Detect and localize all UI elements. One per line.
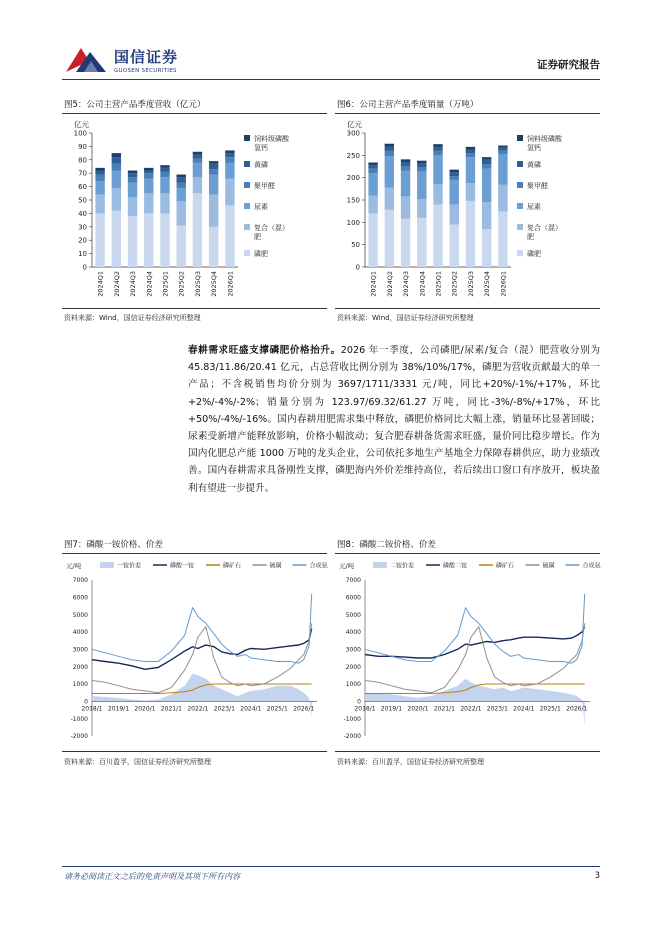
fig5-xtick-label: 2026Q1 — [226, 271, 235, 297]
fig5-ytick-label: 10 — [78, 250, 87, 259]
fig5-ylabel: 亿元 — [74, 120, 89, 129]
fig7-source: 资料来源：百川盈孚，国信证券经济研究所整理 — [64, 758, 211, 766]
fig7-series-line — [92, 594, 312, 663]
fig6-bar-segment — [417, 163, 426, 167]
fig6-legend-label: 氢钙 — [527, 144, 541, 152]
fig5-bar-segment — [193, 177, 202, 193]
fig5-bar-segment — [160, 172, 169, 177]
fig6-bar-segment — [385, 151, 394, 156]
fig8-ytick-label: 0 — [357, 698, 361, 706]
fig8-legend-label: 磷酸二铵 — [443, 562, 468, 570]
fig5-bar-segment — [209, 164, 218, 169]
fig6-bar-segment — [466, 183, 475, 201]
fig6-bar-segment — [417, 167, 426, 171]
body-paragraph — [188, 342, 600, 497]
fig5-legend-label: 黄磷 — [254, 161, 268, 169]
fig5-ytick-label: 20 — [78, 236, 87, 245]
fig5-bar-segment — [95, 181, 104, 194]
fig8-xtick-label: 2018/1 — [354, 705, 376, 713]
fig8-xtick-label: 2025/1 — [539, 705, 561, 713]
fig6-bar-segment — [498, 148, 507, 151]
fig6-bar-segment — [385, 147, 394, 151]
fig5-legend-label: 饲料级磷酸 — [254, 135, 289, 143]
fig7-chart — [62, 556, 328, 744]
fig6-bar-segment — [482, 229, 491, 267]
fig6-bottom-rule — [335, 308, 600, 309]
fig6-bar-segment — [433, 147, 442, 151]
fig5-top-rule — [62, 113, 327, 114]
fig7-ytick-label: 5000 — [72, 611, 88, 619]
fig8-ytick-label: -2000 — [343, 733, 361, 741]
fig7-legend-label: 硫磺 — [269, 562, 282, 570]
fig7-xtick-label: 2019/1 — [107, 705, 130, 713]
fig6-bar-segment — [417, 218, 426, 267]
fig5-bar-segment — [160, 168, 169, 172]
fig6-bar-segment — [401, 159, 410, 162]
fig6-bar-segment — [466, 153, 475, 157]
fig8-chart — [335, 556, 601, 744]
fig6-bar-segment — [401, 171, 410, 197]
fig5-xtick-label: 2024Q3 — [129, 271, 138, 297]
fig6-bar-segment — [417, 199, 426, 218]
fig6-bar-segment — [433, 184, 442, 204]
fig6-legend-label: 尿素 — [527, 203, 541, 211]
fig6-xtick-label: 2025Q1 — [434, 271, 443, 297]
fig5-bar-segment — [95, 175, 104, 182]
fig8-xtick-label: 2020/1 — [407, 705, 429, 713]
fig5-bar-segment — [177, 201, 186, 225]
fig6-bar-segment — [498, 150, 507, 154]
fig7-legend-swatch — [100, 562, 114, 568]
fig6-ytick-label: 250 — [346, 151, 360, 160]
fig8-xtick-label: 2022/1 — [460, 705, 482, 713]
fig6-legend-swatch — [517, 182, 523, 188]
fig5-bar-segment — [128, 183, 137, 198]
fig7-xtick-label: 2023/1 — [213, 705, 235, 713]
fig7-ytick-label: -2000 — [70, 733, 88, 741]
fig5-bar-segment — [144, 173, 153, 178]
fig6-legend-swatch — [517, 161, 523, 167]
fig5-bar-segment — [193, 154, 202, 158]
fig5-source: 资料来源：Wind，国信证券经济研究所整理 — [64, 314, 201, 322]
fig6-bar-segment — [433, 155, 442, 184]
fig6-bar-segment — [417, 161, 426, 164]
fig6-bar-segment — [368, 213, 377, 267]
fig5-bar-segment — [177, 175, 186, 178]
fig6-bar-segment — [385, 210, 394, 267]
fig5-bar-segment — [225, 153, 234, 157]
fig6-ytick-label: 200 — [346, 174, 360, 183]
fig6-bar-segment — [466, 147, 475, 150]
fig5-bar-segment — [128, 171, 137, 174]
fig7-ylabel: 元/吨 — [66, 562, 82, 570]
fig6-bar-segment — [498, 154, 507, 185]
fig6-bar-segment — [482, 157, 491, 160]
fig5-ytick-label: 100 — [73, 129, 87, 138]
fig5-bar-segment — [112, 211, 121, 267]
fig7-ytick-label: 3000 — [72, 646, 88, 654]
fig5-bar-segment — [144, 213, 153, 267]
fig8-xtick-label: 2019/1 — [380, 705, 403, 713]
fig7-ytick-label: 6000 — [72, 594, 88, 602]
fig8-source: 资料来源：百川盈孚，国信证券经济研究所整理 — [337, 758, 484, 766]
fig8-ytick-label: 6000 — [345, 594, 361, 602]
fig5-bar-segment — [177, 225, 186, 267]
fig5-xtick-label: 2024Q1 — [96, 271, 105, 297]
fig5-xtick-label: 2025Q4 — [210, 271, 219, 297]
fig5-legend-label: 聚甲醛 — [254, 182, 275, 190]
fig6-source: 资料来源：Wind，国信证券经济研究所整理 — [337, 314, 474, 322]
fig8-legend-label: 磷矿石 — [496, 562, 515, 570]
fig6-bar-segment — [482, 160, 491, 164]
fig5-bar-segment — [144, 171, 153, 174]
header-rule — [62, 79, 600, 80]
fig6-legend-label: 复合（混） — [527, 224, 562, 232]
fig6-legend-label: 饲料级磷酸 — [527, 135, 562, 143]
fig5-bar-segment — [112, 164, 121, 171]
logo-text-en: GUOSEN SECURITIES — [114, 68, 177, 74]
fig5-ytick-label: 70 — [78, 169, 87, 178]
fig6-legend-swatch — [517, 250, 523, 256]
fig6-legend-swatch — [517, 224, 523, 230]
fig5-bar-segment — [128, 216, 137, 267]
fig5-bar-segment — [144, 168, 153, 171]
fig6-xtick-label: 2025Q3 — [466, 271, 475, 297]
fig6-ytick-label: 150 — [346, 196, 360, 205]
company-logo — [64, 42, 110, 80]
fig6-bar-segment — [433, 151, 442, 155]
fig5-bar-segment — [193, 158, 202, 162]
fig7-xtick-label: 2021/1 — [160, 705, 182, 713]
logo-text-cn: 国信证券 — [114, 48, 179, 66]
fig5-legend-label: 肥 — [254, 233, 261, 241]
fig5-ytick-label: 50 — [78, 196, 87, 205]
fig6-bar-segment — [450, 180, 459, 205]
fig5-bar-segment — [177, 177, 186, 182]
footer-disclaimer: 请务必阅读正文之后的免责声明及其项下所有内容 — [64, 872, 240, 881]
fig6-chart — [335, 115, 601, 305]
fig6-bar-segment — [368, 162, 377, 165]
fig5-chart — [62, 115, 328, 305]
fig5-bar-segment — [193, 152, 202, 155]
fig6-ytick-label: 0 — [355, 263, 360, 272]
fig5-bar-segment — [209, 161, 218, 164]
fig5-legend-swatch — [244, 250, 250, 256]
fig6-bar-segment — [466, 201, 475, 267]
fig6-bar-segment — [450, 170, 459, 173]
fig5-ytick-label: 60 — [78, 183, 87, 192]
fig5-bar-segment — [177, 188, 186, 201]
fig5-legend-swatch — [244, 161, 250, 167]
fig6-bar-segment — [433, 144, 442, 147]
fig5-bar-segment — [225, 150, 234, 153]
fig5-bar-segment — [225, 179, 234, 206]
fig6-bar-segment — [401, 219, 410, 267]
fig8-ytick-label: -1000 — [343, 715, 361, 723]
fig7-xtick-label: 2018/1 — [81, 705, 103, 713]
fig8-ytick-label: 1000 — [345, 681, 361, 689]
fig5-bar-segment — [128, 173, 137, 177]
fig7-ytick-label: 1000 — [72, 681, 88, 689]
fig5-xtick-label: 2024Q2 — [112, 271, 121, 297]
fig6-legend-label: 聚甲醛 — [527, 182, 548, 190]
fig6-xtick-label: 2025Q4 — [483, 271, 492, 297]
fig6-bar-segment — [450, 204, 459, 224]
fig5-bar-segment — [95, 168, 104, 171]
fig5-xtick-label: 2025Q3 — [193, 271, 202, 297]
fig6-bar-segment — [385, 144, 394, 147]
fig8-ytick-label: 2000 — [345, 663, 361, 671]
fig6-bar-segment — [450, 225, 459, 267]
fig5-title: 图5：公司主营产品季度营收（亿元） — [64, 100, 206, 110]
fig8-ytick-label: 7000 — [345, 577, 361, 585]
fig8-xtick-label: 2026/1 — [566, 705, 588, 713]
fig5-bar-segment — [209, 169, 218, 174]
fig6-bar-segment — [368, 165, 377, 169]
fig6-xtick-label: 2024Q4 — [418, 271, 427, 297]
fig5-legend-swatch — [244, 182, 250, 188]
fig6-bar-segment — [498, 146, 507, 148]
footer-rule — [62, 866, 600, 867]
fig8-legend-swatch — [373, 562, 387, 568]
fig5-legend-label: 氢钙 — [254, 144, 268, 152]
fig5-bar-segment — [160, 177, 169, 193]
fig6-xtick-label: 2024Q3 — [402, 271, 411, 297]
fig5-bar-segment — [160, 193, 169, 213]
fig6-ylabel: 亿元 — [347, 120, 362, 129]
fig5-bar-segment — [177, 183, 186, 188]
fig5-bar-segment — [112, 171, 121, 188]
fig6-bar-segment — [368, 196, 377, 214]
fig6-xtick-label: 2026Q1 — [499, 271, 508, 297]
fig8-bottom-rule — [335, 751, 600, 752]
fig5-bar-segment — [128, 177, 137, 182]
fig6-top-rule — [335, 113, 600, 114]
fig6-bar-segment — [498, 185, 507, 212]
fig7-series-line — [92, 629, 312, 670]
fig6-bar-segment — [466, 150, 475, 154]
fig5-bar-segment — [193, 193, 202, 267]
fig5-bar-segment — [160, 213, 169, 267]
fig5-legend-label: 磷肥 — [254, 250, 268, 258]
fig6-bar-segment — [498, 212, 507, 267]
fig7-legend-label: 一铵价差 — [117, 562, 142, 570]
fig7-xtick-label: 2022/1 — [187, 705, 209, 713]
fig6-bar-segment — [466, 157, 475, 183]
fig5-legend-swatch — [244, 224, 250, 230]
fig6-xtick-label: 2024Q2 — [385, 271, 394, 297]
fig7-ytick-label: 7000 — [72, 577, 88, 585]
fig7-xtick-label: 2025/1 — [266, 705, 288, 713]
fig5-ytick-label: 30 — [78, 223, 87, 232]
fig5-xtick-label: 2024Q4 — [145, 271, 154, 297]
fig7-xtick-label: 2024/1 — [240, 705, 262, 713]
fig6-bar-segment — [401, 162, 410, 166]
fig5-bar-segment — [160, 165, 169, 168]
fig8-ytick-label: 3000 — [345, 646, 361, 654]
fig6-ytick-label: 50 — [351, 241, 360, 250]
fig5-legend-swatch — [244, 203, 250, 209]
report-type-label: 证券研究报告 — [537, 59, 600, 71]
fig5-bar-segment — [209, 227, 218, 267]
fig6-bar-segment — [482, 169, 491, 203]
fig5-bottom-rule — [62, 308, 327, 309]
fig5-bar-segment — [193, 162, 202, 177]
fig5-bar-segment — [128, 197, 137, 216]
fig7-xtick-label: 2026/1 — [293, 705, 315, 713]
fig6-title: 图6：公司主营产品季度销量（万吨） — [337, 100, 479, 110]
fig5-bar-segment — [112, 153, 121, 157]
fig7-ytick-label: 4000 — [72, 629, 88, 637]
fig8-xtick-label: 2024/1 — [513, 705, 535, 713]
fig6-legend-label: 黄磷 — [527, 161, 541, 169]
fig5-bar-segment — [144, 179, 153, 194]
fig8-top-rule — [335, 553, 600, 554]
fig6-bar-segment — [368, 169, 377, 173]
fig5-bar-segment — [95, 171, 104, 175]
fig6-bar-segment — [482, 164, 491, 168]
logo-mark-icon — [64, 42, 110, 76]
fig6-bar-segment — [401, 166, 410, 170]
fig6-legend-label: 磷肥 — [527, 250, 541, 258]
fig5-legend-swatch — [244, 135, 250, 141]
fig5-xtick-label: 2025Q2 — [177, 271, 186, 297]
page-number: 3 — [594, 871, 600, 881]
fig7-title: 图7：磷酸一铵价格、价差 — [64, 540, 163, 550]
fig5-ytick-label: 90 — [78, 142, 87, 151]
fig5-ytick-label: 0 — [82, 263, 87, 272]
fig7-bottom-rule — [62, 751, 327, 752]
fig7-legend-label: 合成氨 — [309, 562, 328, 570]
fig6-bar-segment — [450, 172, 459, 176]
fig8-ytick-label: 5000 — [345, 611, 361, 619]
fig5-bar-segment — [112, 188, 121, 211]
fig7-legend-label: 磷酸一铵 — [170, 562, 195, 570]
fig5-legend-label: 复合（混） — [254, 224, 289, 232]
fig7-ytick-label: 2000 — [72, 663, 88, 671]
fig8-xtick-label: 2023/1 — [486, 705, 508, 713]
fig8-xtick-label: 2021/1 — [433, 705, 455, 713]
fig5-bar-segment — [225, 162, 234, 178]
fig7-top-rule — [62, 553, 327, 554]
fig8-legend-label: 硫磺 — [542, 562, 555, 570]
fig5-bar-segment — [225, 157, 234, 162]
fig6-legend-label: 肥 — [527, 233, 534, 241]
paragraph-body: 2026 年一季度，公司磷肥/尿素/复合（混）肥营收分别为 45.83/11.86/20.41 亿元，占总营收比例分别为 38%/10%/17%，磷肥为营收贡献最大的单一产品；不含税销售均价分别为 3697/1711/3331 元/吨，同比+20%/-1%/+17%，环比+2%/-4%/-2%；销量分别为 123.97/69.32/61.27 万吨，同比-3%/-8%/+17%，环比+50%/-4%/-16%。国内春耕用肥需求集中释放，磷肥价格同比大幅上涨，销量环比显著回暖；尿素受新增产能释放影响，价格小幅波动；复合肥春耕备货需求旺盛，量价同比稳步增长。作为国内化肥总产能 1000 万吨的龙头企业，公司依托多地生产基地全力保障春耕供应，助力业绩改善。国内春耕需求具备刚性支撑，磷肥海内外价差维持高位，若后续出口窗口有序放开，板块盈利有望进一步提升。 — [188, 345, 600, 494]
fig8-title: 图8：磷酸二铵价格、价差 — [337, 540, 436, 550]
fig7-ytick-label: 0 — [84, 698, 88, 706]
fig5-bar-segment — [209, 175, 218, 195]
fig8-legend-label: 二铵价差 — [390, 562, 415, 570]
fig5-bar-segment — [95, 213, 104, 267]
fig6-bar-segment — [450, 176, 459, 180]
fig6-bar-segment — [385, 187, 394, 209]
fig7-ytick-label: -1000 — [70, 715, 88, 723]
fig7-xtick-label: 2020/1 — [134, 705, 156, 713]
fig6-bar-segment — [482, 202, 491, 229]
fig6-legend-swatch — [517, 135, 523, 141]
fig6-xtick-label: 2024Q1 — [369, 271, 378, 297]
fig8-legend-label: 合成氨 — [582, 562, 601, 570]
fig5-bar-segment — [95, 195, 104, 214]
fig5-ytick-label: 80 — [78, 156, 87, 165]
paragraph-lead: 春耕需求旺盛支撑磷肥价格抬升。 — [188, 345, 341, 356]
fig5-legend-label: 尿素 — [254, 203, 268, 211]
fig6-bar-segment — [401, 196, 410, 218]
fig6-bar-segment — [368, 173, 377, 195]
fig5-ytick-label: 40 — [78, 209, 87, 218]
fig6-bar-segment — [433, 204, 442, 267]
fig5-bar-segment — [225, 205, 234, 267]
fig5-bar-segment — [144, 193, 153, 213]
fig8-series-line — [365, 594, 585, 663]
fig5-bar-segment — [209, 195, 218, 227]
fig5-bar-segment — [112, 157, 121, 164]
fig6-ytick-label: 100 — [346, 218, 360, 227]
fig6-bar-segment — [385, 156, 394, 187]
fig6-xtick-label: 2025Q2 — [450, 271, 459, 297]
fig6-ytick-label: 300 — [346, 129, 360, 138]
fig8-ytick-label: 4000 — [345, 629, 361, 637]
fig8-ylabel: 元/吨 — [339, 562, 355, 570]
fig6-legend-swatch — [517, 203, 523, 209]
fig5-xtick-label: 2025Q1 — [161, 271, 170, 297]
fig6-bar-segment — [417, 171, 426, 199]
fig7-legend-label: 磷矿石 — [223, 562, 242, 570]
